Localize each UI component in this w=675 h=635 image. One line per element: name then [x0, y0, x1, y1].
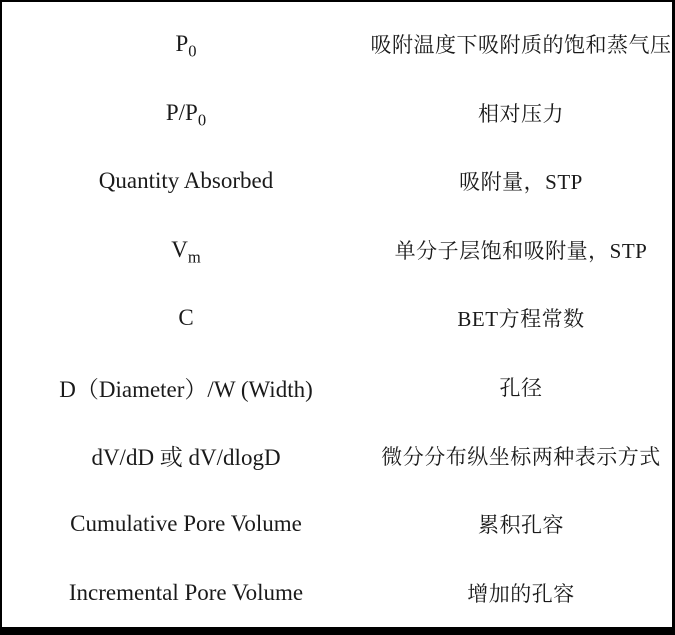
term-text: V	[171, 236, 188, 262]
table-row	[2, 216, 672, 285]
term-cell	[2, 439, 370, 472]
table-row	[2, 421, 672, 490]
term-cell	[2, 305, 370, 331]
term-subscript: 0	[188, 41, 197, 61]
table-row	[2, 147, 672, 216]
term-cell	[2, 31, 370, 61]
definition-cell: 增加的孔容	[467, 581, 575, 606]
term-text: Incremental Pore Volume	[68, 579, 304, 605]
term-subscript: 0	[197, 110, 207, 130]
term-text: Cumulative Pore Volume	[70, 511, 302, 537]
definition-cell: 相对压力	[478, 101, 564, 126]
term-text: C	[178, 305, 194, 331]
term-subscript: m	[187, 247, 201, 267]
term-cell	[2, 511, 370, 537]
term-text: P	[175, 31, 189, 57]
term-cell	[2, 168, 370, 194]
definition-cell: 微分分布纵坐标两种表示方式	[381, 444, 661, 469]
table-body	[2, 2, 672, 627]
definition-cell: 孔径	[499, 376, 543, 401]
definition-cell: 单分子层饱和吸附量，STP	[394, 238, 648, 263]
table-row	[2, 284, 672, 353]
table-row	[2, 558, 672, 627]
definition-cell: 累积孔容	[478, 513, 564, 538]
definition-cell: BET方程常数	[457, 307, 585, 332]
table-row	[2, 79, 672, 148]
term-text: dV/dD 或 dV/dlogD	[91, 445, 281, 471]
definition-cell: 吸附温度下吸附质的饱和蒸气压	[370, 33, 672, 58]
term-cell	[2, 99, 370, 130]
term-cell	[2, 580, 370, 606]
term-text: Quantity Absorbed	[98, 168, 274, 194]
term-cell	[2, 236, 370, 267]
bottom-divider-bar	[2, 627, 672, 635]
table-row	[2, 353, 672, 422]
term-cell	[2, 371, 370, 404]
term-text: D（Diameter）/W (Width)	[59, 376, 313, 402]
table-row	[2, 490, 672, 559]
table-row	[2, 10, 672, 79]
term-text: P/P	[165, 99, 198, 125]
definition-cell: 吸附量，STP	[459, 170, 583, 195]
